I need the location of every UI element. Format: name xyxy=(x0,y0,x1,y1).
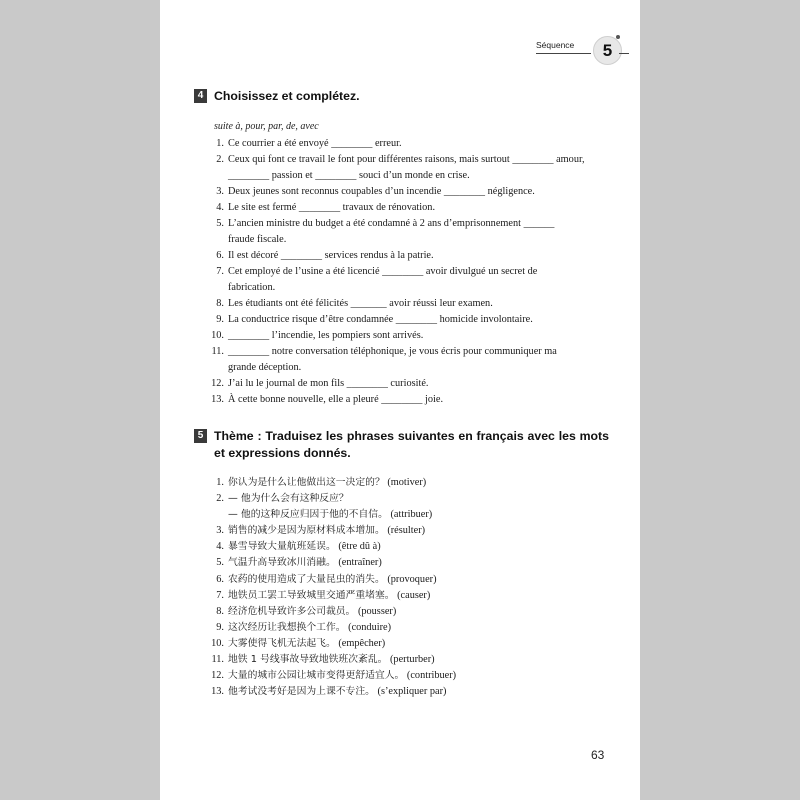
item-number: 1. xyxy=(216,477,224,488)
keyword-hint: (causer) xyxy=(397,589,431,601)
item-number: 10. xyxy=(211,637,224,649)
item-number: 3. xyxy=(216,186,224,197)
item-number: 12. xyxy=(211,670,224,682)
exercise-item xyxy=(200,392,610,408)
item-text: ________ l’incendie, les pompiers sont arrivés. xyxy=(228,330,424,341)
translation-item xyxy=(200,555,610,571)
translation-item xyxy=(200,620,610,636)
item-text: fraude fiscale. xyxy=(228,234,287,245)
item-text: Deux jeunes sont reconnus coupables d’un incendie ________ négligence. xyxy=(228,186,535,197)
exercise-4-list xyxy=(200,136,610,408)
translation-item xyxy=(200,588,610,604)
keyword-hint: (entraîner) xyxy=(338,557,382,569)
chinese-sentence: 销售的减少是因为原材料成本增加。 xyxy=(228,525,385,537)
item-text: Ce courrier a été envoyé ________ erreur. xyxy=(228,138,402,149)
keyword-hint: (provoquer) xyxy=(387,573,437,585)
item-text: Il est décoré ________ services rendus à la patrie. xyxy=(228,250,434,261)
item-text: Cet employé de l’usine a été licencié ________ avoir divulgué un secret de xyxy=(228,266,538,277)
translation-item xyxy=(200,684,610,700)
item-text: J’ai lu le journal de mon fils ________ curiosité. xyxy=(228,378,429,389)
chinese-sentence: 农药的使用造成了大量昆虫的消失。 xyxy=(228,573,385,585)
chinese-sentence: 大雾使得飞机无法起飞。 xyxy=(228,637,336,649)
chinese-sentence: 地铁员工罢工导致城里交通严重堵塞。 xyxy=(228,589,395,601)
item-text: À cette bonne nouvelle, elle a pleuré ________ joie. xyxy=(228,394,444,405)
item-text: Les étudiants ont été félicités _______ avoir réussi leur examen. xyxy=(228,298,493,309)
exercise-item xyxy=(200,152,610,184)
item-number: 9. xyxy=(216,621,224,633)
item-number: 7. xyxy=(216,589,224,601)
item-number: 13. xyxy=(211,394,224,405)
exercise-word-list: suite à, pour, par, de, avec xyxy=(214,121,319,132)
item-number: 7. xyxy=(216,266,224,277)
item-text: L’ancien ministre du budget a été condamné à 2 ans d’emprisonnement ______ xyxy=(228,218,555,229)
exercise-item xyxy=(200,136,610,152)
item-number: 2. xyxy=(216,154,224,165)
sequence-header xyxy=(536,32,628,62)
translation-item xyxy=(200,523,610,539)
item-number: 11. xyxy=(211,654,224,666)
keyword-hint: (être dû à) xyxy=(338,541,381,553)
chinese-sentence: 气温升高导致冰川消融。 xyxy=(228,557,336,569)
item-number: 9. xyxy=(216,314,224,325)
item-text: Le site est fermé ________ travaux de rénovation. xyxy=(228,202,436,213)
item-number: 4. xyxy=(216,202,224,213)
keyword-hint: (motiver) xyxy=(387,477,427,488)
exercise-item xyxy=(200,328,610,344)
exercise-number-box: 5 xyxy=(194,429,207,443)
translation-item xyxy=(200,652,610,668)
exercise-item xyxy=(200,312,610,328)
item-number: 12. xyxy=(211,378,224,389)
translation-item xyxy=(200,604,610,620)
exercise-title: Choisissez et complétez. xyxy=(214,89,360,103)
item-number: 10. xyxy=(211,330,224,341)
translation-item xyxy=(200,507,610,523)
item-number: 13. xyxy=(211,686,224,698)
keyword-hint: (empêcher) xyxy=(338,637,386,649)
exercise-item xyxy=(200,376,610,392)
item-number: 1. xyxy=(216,138,224,149)
sequence-rule-end xyxy=(619,53,629,54)
item-number: 4. xyxy=(216,541,224,553)
translation-item xyxy=(200,475,610,491)
exercise-item xyxy=(200,248,610,264)
keyword-hint: (s’expliquer par) xyxy=(377,686,447,698)
item-number: 5. xyxy=(216,557,224,569)
keyword-hint: (contribuer) xyxy=(406,670,457,682)
exercise-item xyxy=(200,344,610,376)
book-page xyxy=(160,0,640,800)
exercise-item xyxy=(200,296,610,312)
translation-item xyxy=(200,636,610,652)
sequence-dot xyxy=(616,35,620,39)
item-number: 6. xyxy=(216,250,224,261)
keyword-hint: (pousser) xyxy=(357,605,397,617)
chinese-sentence: 你认为是什么让他做出这一决定的？ xyxy=(228,477,385,488)
exercise-5-list xyxy=(200,475,610,700)
item-text: Ceux qui font ce travail le font pour différentes raisons, mais surtout ________ amour, xyxy=(228,154,585,165)
item-number: 3. xyxy=(216,525,224,537)
item-text: La conductrice risque d’être condamnée ________ homicide involontaire. xyxy=(228,314,533,325)
translation-item xyxy=(200,668,610,684)
translation-item xyxy=(200,572,610,588)
page-number: 63 xyxy=(591,748,605,762)
exercise-title: Thème : Traduisez les phrases suivantes en français avec les mots et expressions donnés. xyxy=(214,429,609,460)
chinese-sentence: — 他为什么会有这种反应？ xyxy=(228,493,349,505)
sequence-label: Séquence xyxy=(536,40,575,50)
item-number: 6. xyxy=(216,573,224,585)
item-number: 5. xyxy=(216,218,224,229)
item-number: 11. xyxy=(211,346,224,357)
item-number: 2. xyxy=(216,493,224,505)
item-text: ________ notre conversation téléphonique, je vous écris pour communiquer ma xyxy=(228,346,557,357)
item-number: 8. xyxy=(216,298,224,309)
sequence-number-badge: 5 xyxy=(593,36,622,65)
exercise-item xyxy=(200,264,610,296)
item-number: 8. xyxy=(216,605,224,617)
keyword-hint: (perturber) xyxy=(390,654,435,666)
exercise-number-box: 4 xyxy=(194,89,207,103)
chinese-sentence: 这次经历让我想换个工作。 xyxy=(228,621,346,633)
translation-item xyxy=(200,539,610,555)
translation-item xyxy=(200,491,610,507)
exercise-item xyxy=(200,200,610,216)
item-text: ________ passion et ________ souci d’un monde en crise. xyxy=(228,170,470,181)
keyword-hint: (attribuer) xyxy=(390,509,433,521)
keyword-hint: (résulter) xyxy=(387,525,426,537)
exercise-item xyxy=(200,216,610,248)
chinese-sentence: — 他的这种反应归因于他的不自信。 xyxy=(228,509,388,521)
keyword-hint: (conduire) xyxy=(348,621,392,633)
chinese-sentence: 经济危机导致许多公司裁员。 xyxy=(228,605,356,617)
item-text: fabrication. xyxy=(228,282,276,293)
item-text: grande déception. xyxy=(228,362,302,373)
chinese-sentence: 大量的城市公园让城市变得更舒适宜人。 xyxy=(228,670,405,682)
chinese-sentence: 暴雪导致大量航班延误。 xyxy=(228,541,336,553)
exercise-item xyxy=(200,184,610,200)
sequence-rule xyxy=(536,53,591,54)
chinese-sentence: 地铁 1 号线事故导致地铁班次紊乱。 xyxy=(228,654,388,666)
chinese-sentence: 他考试没考好是因为上课不专注。 xyxy=(228,686,375,698)
